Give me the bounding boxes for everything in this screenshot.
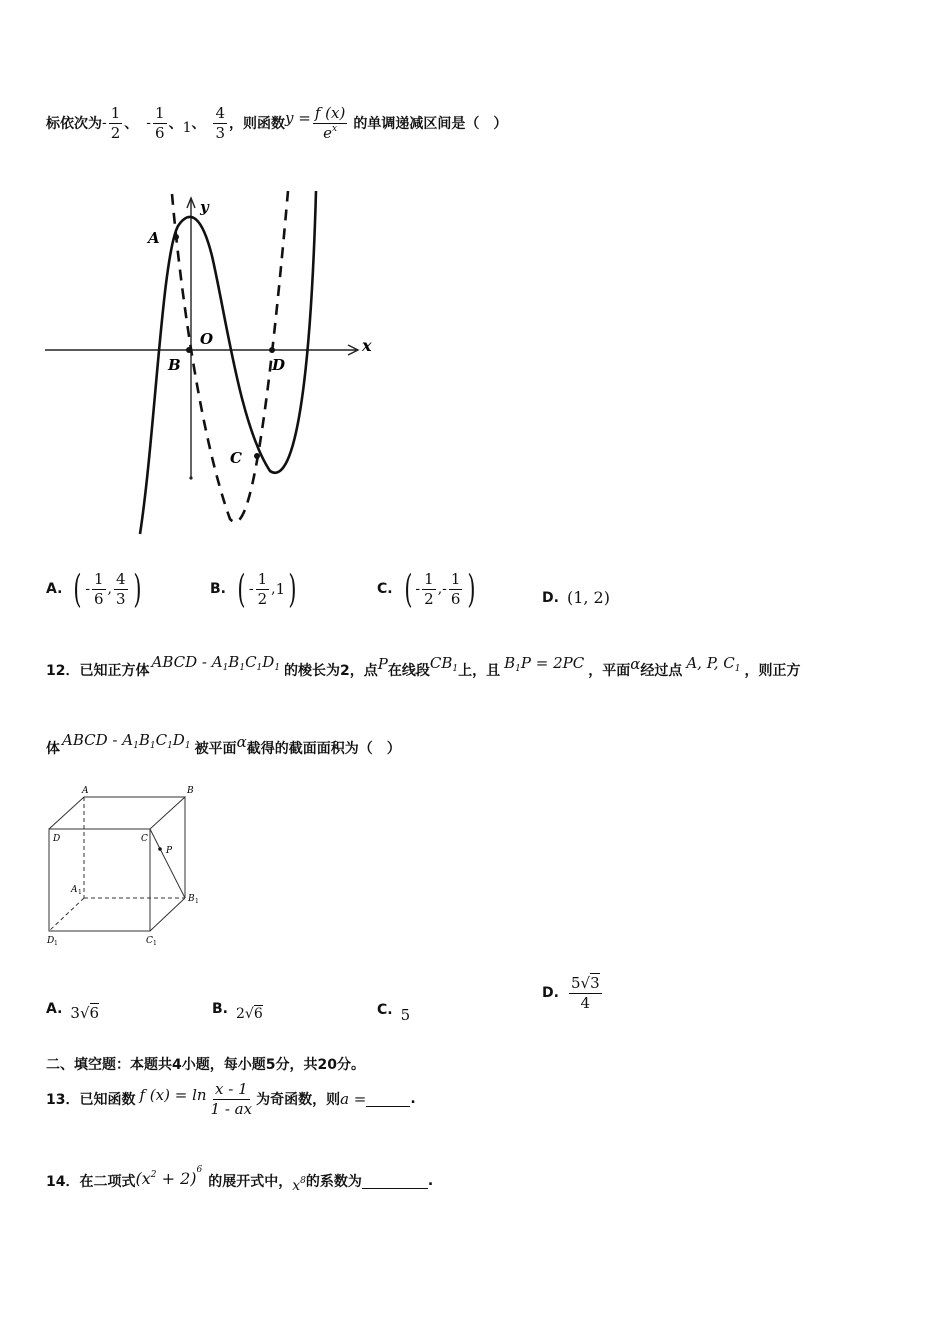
q13-number: 13．已知函数 xyxy=(46,1092,136,1109)
q14-stem xyxy=(46,1164,434,1194)
frac-den: 6 xyxy=(93,589,104,608)
label-sub: 1 xyxy=(153,940,157,947)
point-A xyxy=(173,234,179,240)
q12-text: 上，且 xyxy=(458,663,501,679)
q12-option-d[interactable] xyxy=(542,974,604,1013)
edge-B1C1 xyxy=(150,898,185,931)
ratio-eq: $B_1P = 2PC$ xyxy=(504,654,585,674)
q11-stem xyxy=(46,104,507,143)
option-label: D. xyxy=(542,589,559,606)
frac-neg-sixth xyxy=(153,104,167,143)
q11-option-b[interactable] xyxy=(210,567,300,612)
frac-four-thirds xyxy=(213,104,227,143)
q12-number: 12．已知正方体 xyxy=(46,663,150,679)
option-label: C. xyxy=(377,581,393,598)
plane-points: A, P, $C_1$ xyxy=(686,654,741,674)
q12-option-c[interactable] xyxy=(377,996,410,1024)
minus-sign: - xyxy=(85,581,90,598)
option-frac xyxy=(92,570,106,609)
q11-graph xyxy=(40,186,385,538)
option-frac xyxy=(114,570,128,609)
frac-num: 4 xyxy=(215,104,226,122)
q12-cube-figure xyxy=(40,782,210,952)
q14-number: 14．在二项式 xyxy=(46,1174,136,1190)
minus-sign: - xyxy=(102,115,107,132)
option-label: D. xyxy=(542,985,559,1002)
q12-text: 的棱长为2，点 xyxy=(284,663,378,679)
label-C1: C xyxy=(146,936,153,946)
option-label: B. xyxy=(212,1001,228,1017)
label-B: B xyxy=(187,786,194,796)
comma: , xyxy=(437,581,443,598)
frac-den: 3 xyxy=(115,589,126,608)
frac-num: 1 xyxy=(257,570,268,588)
option-frac xyxy=(256,570,270,609)
frac-num: 4 xyxy=(115,570,126,588)
term-x8: $x^8$ xyxy=(292,1176,306,1194)
q14-text: 的展开式中， xyxy=(208,1174,293,1190)
frac-num: x - 1 xyxy=(215,1080,248,1098)
frac-num: 1 xyxy=(155,104,165,122)
option-value: 3√6 xyxy=(70,1004,100,1022)
option-value: (1, 2) xyxy=(566,588,610,607)
q13-text: 为奇函数，则 xyxy=(256,1092,341,1109)
option-value: 1 xyxy=(275,580,286,599)
q11-stem-prefix: 标依次为 xyxy=(46,116,102,133)
func-lhs: f (x) = ln xyxy=(139,1086,207,1105)
label-A: A xyxy=(82,786,89,796)
q12-option-b[interactable] xyxy=(212,996,263,1022)
label-P: P xyxy=(166,846,173,856)
q11-option-c[interactable] xyxy=(377,567,479,612)
sep: 、 xyxy=(191,116,206,133)
q11-option-a[interactable] xyxy=(46,567,144,612)
option-label: C. xyxy=(377,1002,393,1018)
minus-sign: - xyxy=(146,115,152,132)
option-value: 5 xyxy=(400,1006,411,1024)
option-frac xyxy=(449,570,463,609)
frac-den: 2 xyxy=(110,123,121,142)
func-lhs: y = xyxy=(285,109,311,128)
label-B1: B xyxy=(188,894,195,904)
frac-num: 1 xyxy=(110,104,121,122)
value-one: 1 xyxy=(182,120,192,137)
option-label: A. xyxy=(46,1001,63,1017)
frac-den: 6 xyxy=(155,123,165,142)
q12-text: 体 xyxy=(46,741,60,757)
cube-name: ABCD - $A_1B_1C_1D_1$ xyxy=(151,653,281,673)
q12-stem-line1 xyxy=(46,653,801,680)
paren-close: ) xyxy=(132,567,142,612)
q12-text: 被平面 xyxy=(194,741,237,757)
point-P: P xyxy=(377,655,388,673)
label-C: C xyxy=(230,449,242,467)
top-face xyxy=(49,797,185,829)
frac-num: 1 xyxy=(93,570,104,588)
label-D: D xyxy=(272,356,286,374)
q11-stem-mid: ，则函数 xyxy=(229,116,286,133)
paren-open: ( xyxy=(403,567,413,612)
q12-text: 在线段 xyxy=(387,663,430,679)
option-frac xyxy=(422,570,436,609)
comma: , xyxy=(107,581,112,598)
q12-text: 截得的截面面积为（ ） xyxy=(246,741,401,757)
label-B: B xyxy=(168,356,181,374)
q14-text: 的系数为 xyxy=(305,1174,362,1190)
paren-close: ) xyxy=(288,567,297,612)
label-y: y xyxy=(200,198,209,216)
sep: 、 xyxy=(124,116,139,133)
section2-title: 二、填空题：本题共4小题，每小题5分，共20分。 xyxy=(46,1057,365,1073)
label-A1: A xyxy=(71,885,78,895)
q12-text: 经过点 xyxy=(640,663,683,679)
q11-option-d[interactable] xyxy=(542,588,610,607)
option-label: B. xyxy=(210,581,226,598)
func-fraction xyxy=(313,104,347,143)
q13-end: . xyxy=(410,1091,416,1108)
answer-blank[interactable] xyxy=(362,1174,428,1189)
func-fraction xyxy=(209,1080,255,1119)
minus-sign: - xyxy=(248,581,254,598)
q13-stem xyxy=(46,1080,416,1119)
q12-text: ，平面 xyxy=(588,663,631,679)
label-A: A xyxy=(148,229,160,247)
label-origin: O xyxy=(200,330,214,348)
paren-close: ) xyxy=(467,567,476,612)
label-sub: 1 xyxy=(78,889,82,896)
func-den: e xyxy=(323,123,332,142)
comma: , xyxy=(271,581,276,598)
q14-end: . xyxy=(427,1173,434,1189)
minus-sign: - xyxy=(415,581,421,598)
point-B xyxy=(186,347,192,353)
frac-den: 6 xyxy=(450,589,461,608)
answer-var: a = xyxy=(340,1090,367,1109)
frac-den: 1 - ax xyxy=(210,1099,253,1118)
frac-num: 1 xyxy=(424,570,434,588)
label-x: x xyxy=(362,336,372,355)
frac-num: 1 xyxy=(450,570,461,588)
option-label: A. xyxy=(46,581,63,598)
plane-alpha: α xyxy=(630,655,641,673)
binomial: $(x^2 + 2)^6$ xyxy=(135,1164,203,1188)
plane-alpha: α xyxy=(236,733,247,751)
func-num: f (x) xyxy=(314,104,346,122)
q12-stem-line2 xyxy=(46,731,401,758)
front-face xyxy=(49,829,150,931)
q12-option-a[interactable] xyxy=(46,996,99,1022)
frac-den: 2 xyxy=(424,589,434,608)
edge-A1D1 xyxy=(49,898,84,931)
point-P xyxy=(158,847,162,851)
frac-den: 3 xyxy=(215,123,226,142)
sep: 、 xyxy=(168,116,183,133)
frac-den: 2 xyxy=(257,589,268,608)
paren-open: ( xyxy=(237,567,246,612)
q11-stem-suffix: 的单调递减区间是（ ） xyxy=(353,116,508,133)
label-sub: 1 xyxy=(195,898,199,905)
cube-name: ABCD - $A_1B_1C_1D_1$ xyxy=(62,731,191,751)
label-sub: 1 xyxy=(54,940,58,947)
y-axis-end xyxy=(189,476,192,479)
label-D1: D xyxy=(47,936,55,946)
point-C xyxy=(254,453,260,459)
segment-CB1: $CB_1$ xyxy=(429,654,459,674)
segment-CB1 xyxy=(150,829,185,898)
option-frac: $\frac{5√3}{4}$ xyxy=(570,974,600,1012)
curve-f xyxy=(140,191,316,534)
answer-blank[interactable] xyxy=(366,1092,410,1107)
func-den-sup: x xyxy=(331,123,338,134)
point-D xyxy=(269,347,275,353)
section2-heading xyxy=(46,1054,365,1074)
frac-neg-half xyxy=(109,104,123,143)
option-value: 2√6 xyxy=(236,1006,263,1022)
label-D: D xyxy=(53,834,61,844)
label-C: C xyxy=(141,834,148,844)
q12-text: ，则正方 xyxy=(744,663,801,679)
paren-open: ( xyxy=(73,567,82,612)
minus-sign: - xyxy=(442,581,447,598)
